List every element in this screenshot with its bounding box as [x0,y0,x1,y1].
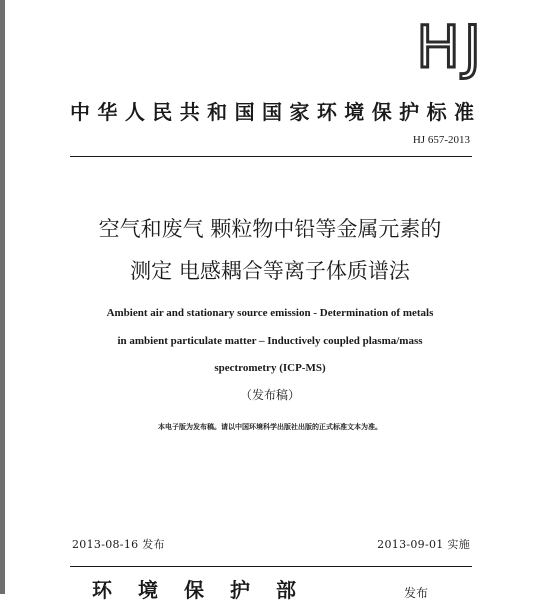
bottom-divider [70,566,472,567]
chinese-title-line-2: 测定 电感耦合等离子体质谱法 [130,259,410,283]
chinese-title-line-1: 空气和废气 颗粒物中铅等金属元素的 [98,217,442,241]
english-title-line-1: Ambient air and stationary source emission - Determination of metals [106,307,434,319]
effective-date: 2013-09-01 实施 [377,538,470,551]
english-title-line-3: spectrometry (ICP-MS) [214,362,326,374]
standard-number: HJ 657-2013 [412,134,470,146]
organization-title: 中华人民共和国国家环境保护标准 [70,100,475,124]
hj-logo: HJ [416,13,485,81]
english-title-line-2: in ambient particulate matter – Inductively coupled plasma/mass [117,335,423,347]
notice-text: 本电子版为发布稿。请以中国环境科学出版社出版的正式标准文本为准。 [158,423,382,431]
page-left-edge [0,0,5,594]
issue-date: 2013-08-16 发布 [72,538,165,551]
issue-word: 发布 [404,586,429,600]
issuer-name: 环境保护部 [92,578,322,602]
release-label: （发布稿） [239,388,300,402]
top-divider [70,156,472,157]
